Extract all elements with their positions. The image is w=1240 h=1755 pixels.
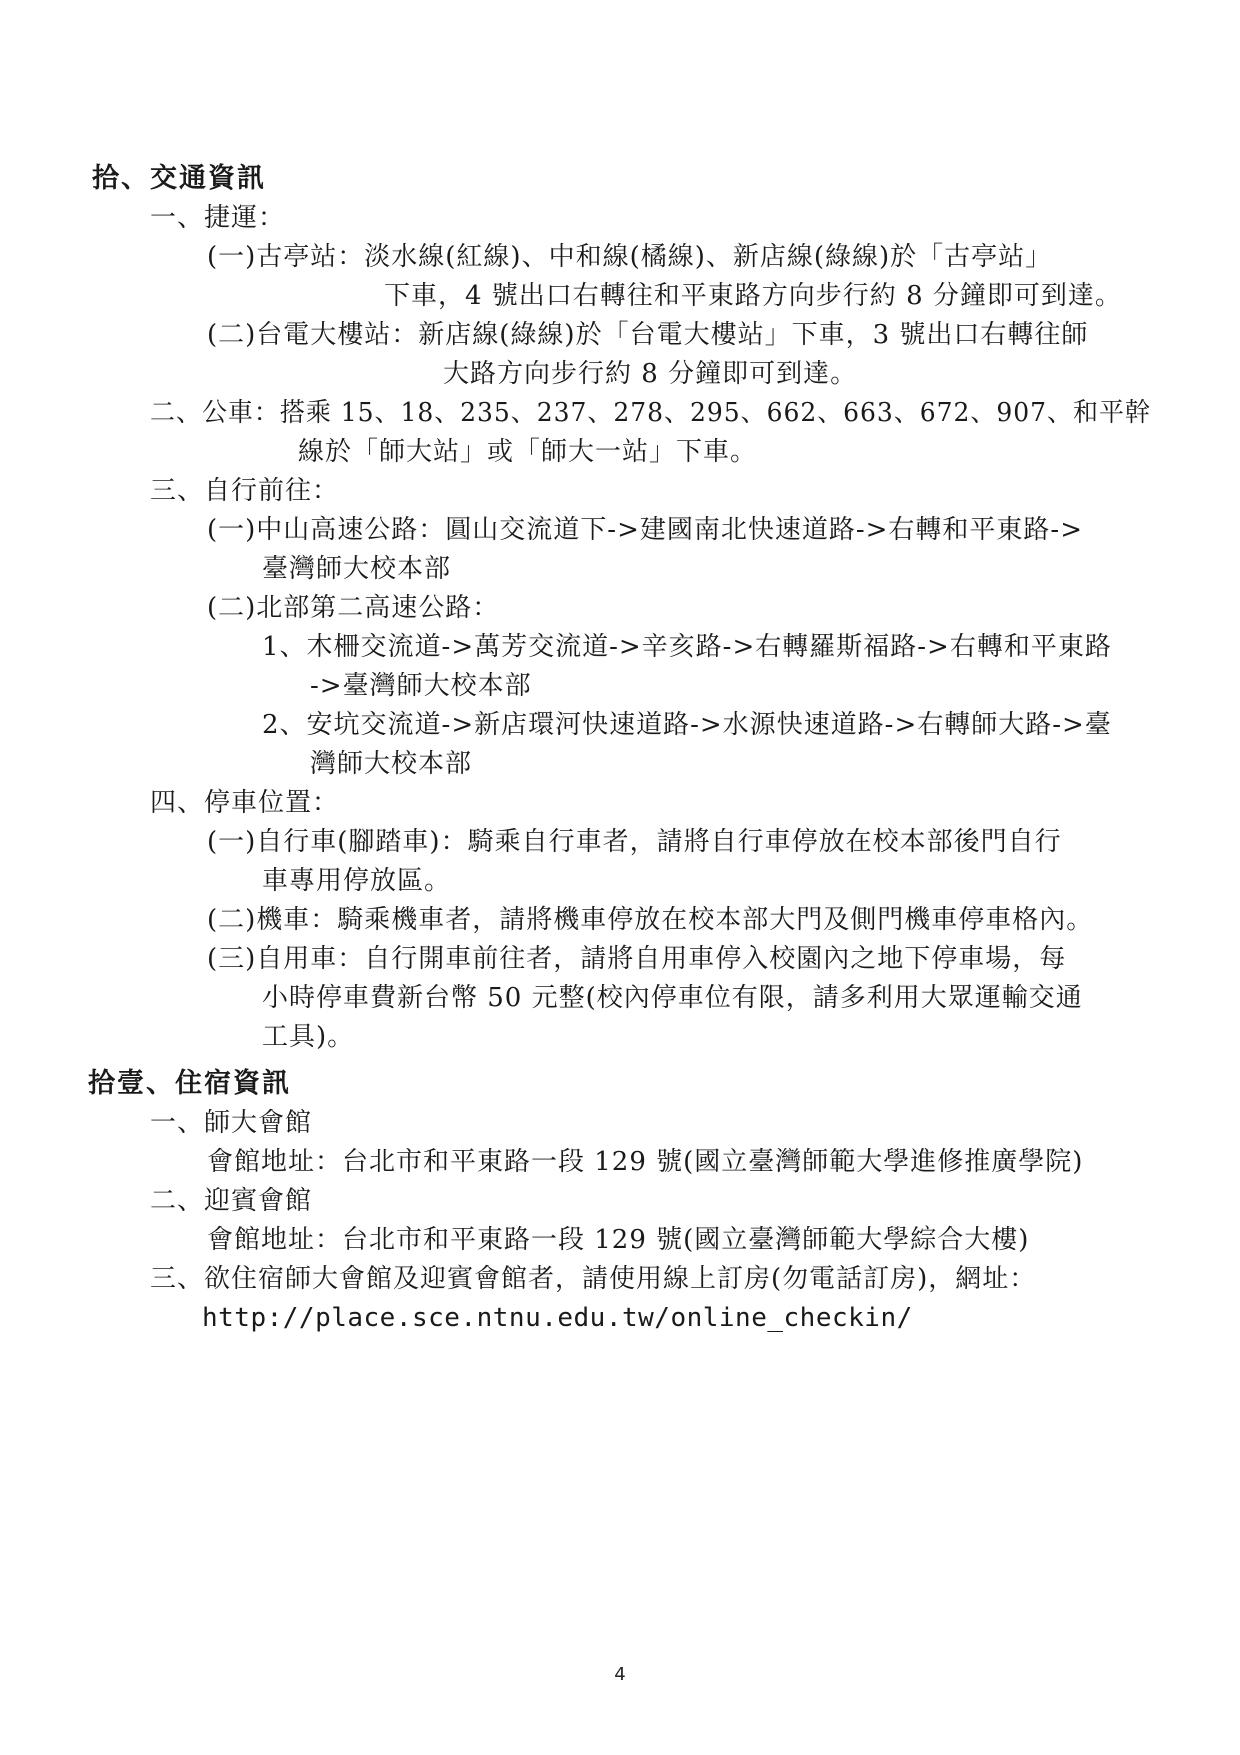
- hotel-1-address: 會館地址：台北市和平東路一段 129 號(國立臺灣師範大學進修推廣學院): [207, 1147, 1084, 1177]
- hotel-2-name: 二、迎賓會館: [150, 1186, 313, 1216]
- parking-car-line-2: 小時停車費新台幣 50 元整(校內停車位有限，請多利用大眾運輸交通: [262, 983, 1083, 1013]
- freeway-2-route-2-line-2: 灣師大校本部: [310, 749, 473, 779]
- bus-line-2: 線於「師大站」或「師大一站」下車。: [298, 437, 758, 467]
- parking-scooter-line: (二)機車：騎乘機車者，請將機車停放在校本部大門及側門機車停車格內。: [207, 905, 1094, 935]
- freeway-2-route-1-line-1: 1、木柵交流道->萬芳交流道->辛亥路->右轉羅斯福路->右轉和平東路: [262, 632, 1112, 662]
- mrt-guting-line-1: (一)古亭站：淡水線(紅線)、中和線(橘線)、新店線(綠線)於「古亭站」: [207, 242, 1053, 272]
- freeway-1-line-1: (一)中山高速公路：圓山交流道下->建國南北快速道路->右轉和平東路->: [207, 515, 1083, 545]
- subheading-self-drive: 三、自行前往：: [150, 476, 340, 506]
- page-number: 4: [614, 1664, 626, 1685]
- mrt-taipower-line-1: (二)台電大樓站：新店線(綠線)於「台電大樓站」下車，3 號出口右轉往師: [207, 320, 1089, 350]
- parking-car-line-1: (三)自用車：自行開車前往者，請將自用車停入校園內之地下停車場，每: [207, 944, 1067, 974]
- freeway-2-route-2-line-1: 2、安坑交流道->新店環河快速道路->水源快速道路->右轉師大路->臺: [262, 710, 1112, 740]
- subheading-parking: 四、停車位置：: [150, 788, 340, 818]
- bus-line-1: 二、公車：搭乘 15、18、235、237、278、295、662、663、672、907、和平幹: [150, 398, 1151, 428]
- parking-bicycle-line-1: (一)自行車(腳踏車)：騎乘自行車者，請將自行車停放在校本部後門自行: [207, 827, 1062, 857]
- mrt-guting-line-2: 下車，4 號出口右轉往和平東路方向步行約 8 分鐘即可到達。: [384, 281, 1122, 311]
- freeway-2-heading: (二)北部第二高速公路：: [207, 593, 500, 623]
- subheading-mrt: 一、捷運：: [150, 203, 286, 233]
- booking-url-link[interactable]: http://place.sce.ntnu.edu.tw/online_checkin/: [202, 1303, 913, 1333]
- mrt-taipower-line-2: 大路方向步行約 8 分鐘即可到達。: [443, 359, 858, 389]
- section-heading-transport: 拾、交通資訊: [92, 163, 266, 194]
- hotel-1-name: 一、師大會館: [150, 1108, 313, 1138]
- freeway-1-line-2: 臺灣師大校本部: [262, 554, 452, 584]
- section-heading-accommodation: 拾壹、住宿資訊: [88, 1068, 291, 1099]
- freeway-2-route-1-line-2: ->臺灣師大校本部: [310, 671, 532, 701]
- parking-car-line-3: 工具)。: [262, 1022, 355, 1052]
- parking-bicycle-line-2: 車專用停放區。: [262, 866, 452, 896]
- booking-instruction: 三、欲住宿師大會館及迎賓會館者，請使用線上訂房(勿電話訂房)，網址：: [150, 1264, 1037, 1294]
- hotel-2-address: 會館地址：台北市和平東路一段 129 號(國立臺灣師範大學綜合大樓): [207, 1225, 1030, 1255]
